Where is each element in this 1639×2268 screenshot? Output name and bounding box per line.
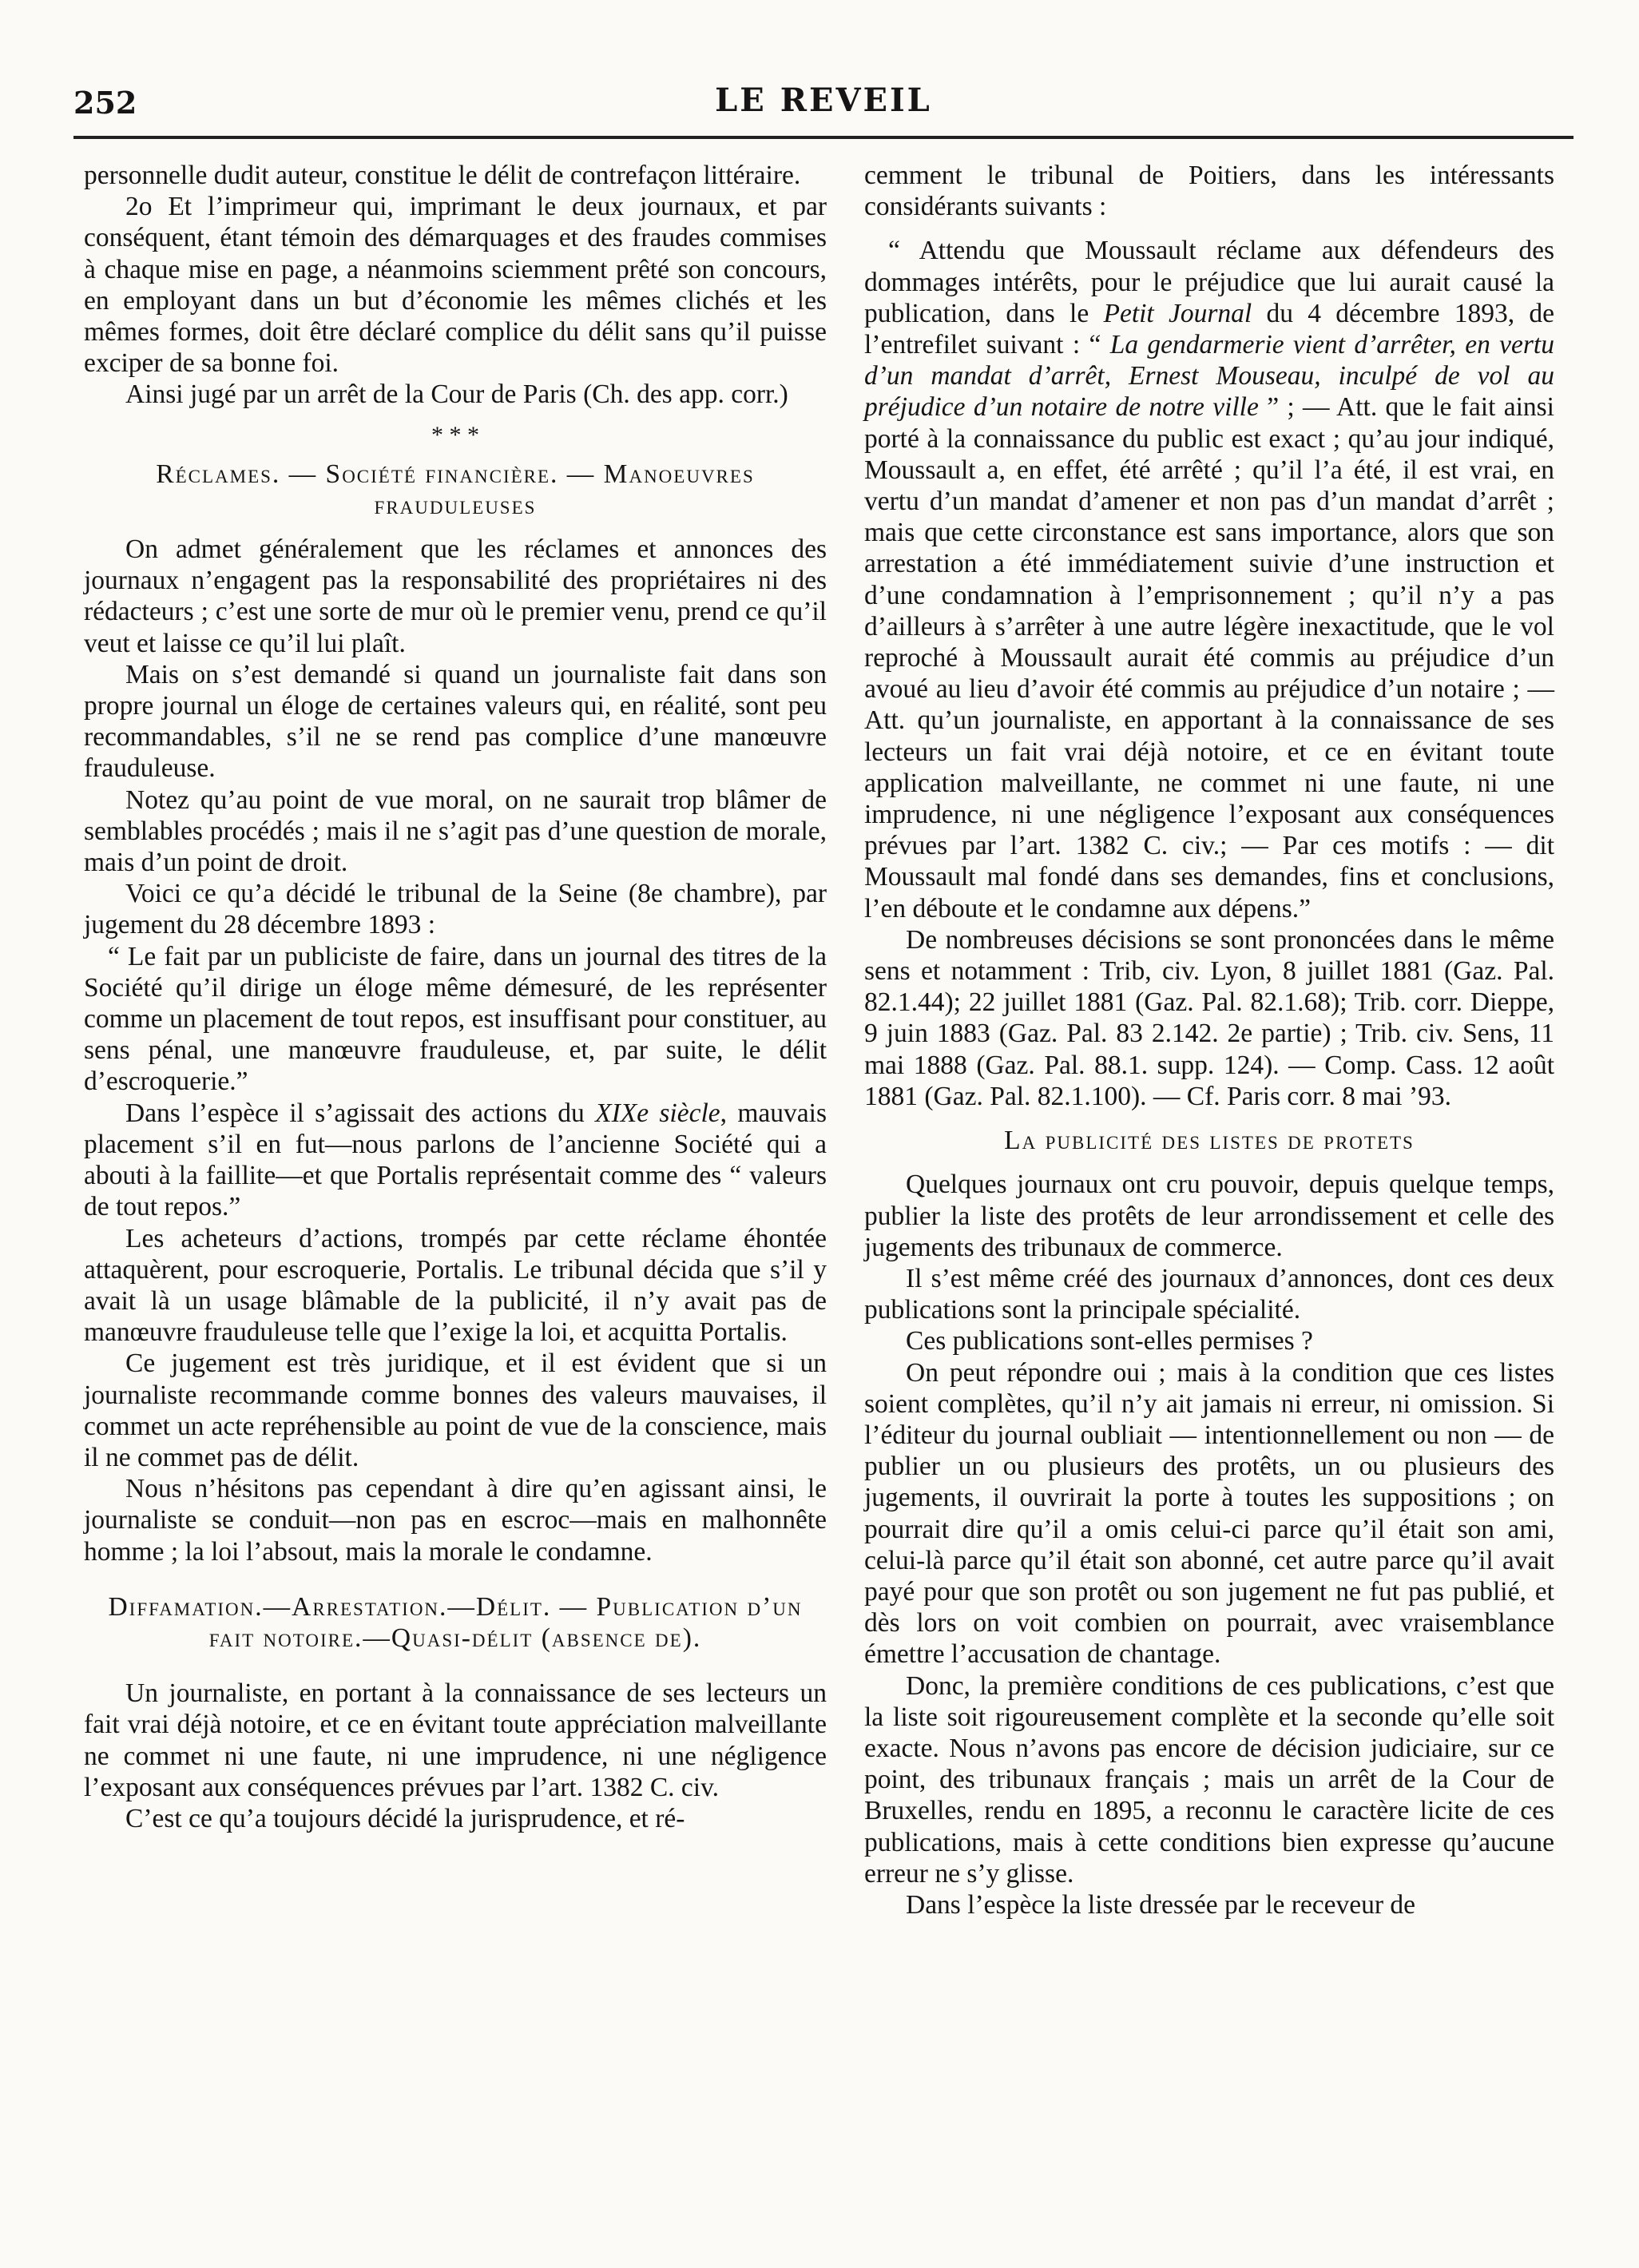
paragraph: Ainsi jugé par un arrêt de la Cour de Paris (Ch. des app. corr.) — [125, 379, 788, 410]
running-title: LE REVEIL — [715, 81, 932, 119]
page-header — [73, 80, 1574, 139]
paragraph: Mais on s’est demandé si quand un journaliste fait dans son propre journal un éloge de certaines valeurs qui, en réalité, sont peu recommandables, s’il ne se rend pas complice d’une manœuvre frauduleuse. — [84, 659, 827, 784]
paragraph: On admet généralement que les réclames et annonces des journaux n’engagent pas la responsabilité des propriétaires ni des rédacteurs ; c’est une sorte de mur où le premier venu, prend ce qu’il veut et laisse ce qu’il lui plaît. — [84, 534, 827, 658]
page-number: 252 — [73, 85, 137, 121]
italic-title: XIXe siècle — [595, 1098, 720, 1128]
paragraph: Un journaliste, en portant à la connaissance de ses lecteurs un fait vrai déjà notoire, et ce en évitant toute appréciation malveillante ne commet ni une faute, ni une imprudence, ni une négligence l’exposant aux conséquences prévues par l’art. 1382 C. civ. — [84, 1678, 827, 1802]
paragraph: Quelques journaux ont cru pouvoir, depuis quelque temps, publier la liste des protêts de leur arrondissement et celle des jugements des tribunaux de commerce. — [864, 1170, 1554, 1262]
paragraph: Notez qu’au point de vue moral, on ne saurait trop blâmer de semblables procédés ; mais il ne s’agit pas d’une question de morale, mais d’un point de droit. — [84, 784, 827, 878]
section-separator: * * * — [431, 421, 479, 448]
paragraph: Voici ce qu’a décidé le tribunal de la Seine (8e chambre), par jugement du 28 décembre 1893 : — [84, 879, 827, 940]
quotation: “ Attendu que Moussault réclame aux défendeurs des dommages intérêts, pour le préjudice que lui aurait causé la publication, dans le Petit Journal du 4 décembre 1893, de l’entrefilet suivant : “ La gendarmerie vient d’arrêter, en vertu d’un mandat d’arrêt, Ernest Mouseau, inculpé de vol au préjudice d’un notaire de notre ville ” ; — Att. que le fait ainsi porté à la connaissance du public est exact ; qu’au jour indiqué, Moussault a, en effet, été arrêté ; qu’il l’a été, il est vrai, en vertu d’un mandat d’amener et non pas d’un mandat d’arrêt ; mais que cette circonstance est sans importance, alors que son arrestation a été immédiatement suivie d’une instruction et d’une condamnation à l’emprisonnement ; qu’il n’y a pas d’ailleurs à s’arrêter à une autre légère inexactitude, que le vol reproché à Moussault aurait été commis au préjudice d’un avoué au lieu d’avoir été commis au préjudice d’un notaire ; — Att. qu’un journaliste, en apportant à la connaissance de ses lecteurs un fait vrai déjà notoire, et ce en évitant toute application malveillante, ne commet ni une faute, ni une imprudence, ni une négligence l’exposant aux conséquences prévues par l’art. 1382 C. civ.; — Par ces motifs : — dit Moussault mal fondé dans ses demandes, fins et conclusions, l’en déboute et le condamne aux dépens.” — [864, 236, 1555, 923]
section-heading: La publicité des listes de protets — [1004, 1126, 1415, 1156]
paragraph: Nous n’hésitons pas cependant à dire qu’en agissant ainsi, le journaliste se conduit—non pas en escroc—mais en malhonnête homme ; la loi l’absout, mais la morale le condamne. — [84, 1474, 827, 1567]
paragraph: cemment le tribunal de Poitiers, dans les intéressants considérants suivants : — [864, 161, 1554, 222]
paragraph: De nombreuses décisions se sont prononcées dans le même sens et notamment : Trib, civ. Lyon, 8 juillet 1881 (Gaz. Pal. 82.1.44); 22 juillet 1881 (Gaz. Pal. 82.1.68); Trib. corr. Dieppe, 9 juin 1883 (Gaz. Pal. 83 2.142. 2e partie) ; Trib. civ. Sens, 11 mai 1888 (Gaz. Pal. 88.1. supp. 124). — Comp. Cass. 12 août 1881 (Gaz. Pal. 82.1.100). — Cf. Paris corr. 8 mai ’93. — [864, 924, 1554, 1111]
quotation: “ Le fait par un publiciste de faire, dans un journal des titres de la Société qu’il dirige un éloge même démesuré, de les représenter comme un placement de tout repos, est insuffisant pour constituer, au sens pénal, une manœuvre frauduleuse, et, par suite, le délit d’escroquerie.” — [84, 941, 827, 1097]
paragraph: Dans l’espèce la liste dressée par le receveur de — [906, 1889, 1416, 1920]
paragraph: C’est ce qu’a toujours décidé la jurisprudence, et ré- — [125, 1803, 685, 1833]
paragraph: Ces publications sont-elles permises ? — [906, 1326, 1313, 1356]
left-column — [84, 160, 827, 1834]
paragraph: Il s’est même créé des journaux d’annonces, dont ces deux publications sont la principale spécialité. — [864, 1263, 1554, 1325]
paragraph: Ce jugement est très juridique, et il est évident que si un journaliste recommande comme bonnes des valeurs mauvaises, il commet un acte repréhensible au point de vue de la conscience, mais il ne commet pas de délit. — [84, 1348, 827, 1472]
paragraph: Dans l’espèce il s’agissait des actions du XIXe siècle, mauvais placement s’il en fut—nous parlons de l’ancienne Société qui a abouti à la faillite—et que Portalis représentait comme des “ valeurs de tout repos.” — [84, 1098, 827, 1222]
right-column — [864, 160, 1554, 1920]
paragraph: personnelle dudit auteur, constitue le délit de contrefaçon littéraire. — [84, 161, 801, 190]
paragraph: Donc, la première conditions de ces publications, c’est que la liste soit rigoureusement complète et la seconde qu’elle soit exacte. Nous n’avons pas encore de décision judiciaire, sur ce point, des tribunaux français ; mais un arrêt de la Cour de Bruxelles, rendu en 1895, a reconnu le caractère licite de ces publications, mais à cette conditions bien expresse qu’aucune erreur ne s’y glisse. — [864, 1670, 1554, 1889]
paragraph: On peut répondre oui ; mais à la condition que ces listes soient complètes, qu’il n’y ait jamais ni erreur, ni omission. Si l’éditeur du journal oubliait — intentionnellement ou non — de publier un ou plusieurs des protêts, un ou plusieurs des jugements, il ouvrirait la porte à toutes les suppositions ; on pourrait dire qu’il a omis celui-ci parce qu’il était son ami, celui-là parce qu’il était son abonné, cet autre parce qu’il avait payé pour que son protêt ou son jugement ne fut pas publié, et dès lors on voit combien on pourrait, avec vraisemblance émettre l’accusation de chantage. — [864, 1357, 1554, 1670]
paragraph: Les acheteurs d’actions, trompés par cette réclame éhontée attaquèrent, pour escroquerie, Portalis. Le tribunal décida que s’il y avait là un usage blâmable de la publicité, il n’y avait pas de manœuvre frauduleuse telle que l’exige la loi, et acquitta Portalis. — [84, 1223, 827, 1348]
section-heading: Diffamation.—Arrestation.—Délit. — Publication d’un fait notoire.—Quasi-délit (absence de). — [108, 1591, 803, 1653]
paragraph: 2o Et l’imprimeur qui, imprimant le deux journaux, et par conséquent, étant témoin des démarquages et des fraudes commises à chaque mise en page, a néanmoins sciemment prêté son concours, en employant dans un but d’économie les mêmes clichés et les mêmes formes, doit être déclaré complice du délit sans qu’il puisse exciper de sa bonne foi. — [84, 192, 827, 379]
section-heading: Réclames. — Société financière. — Manoeuvres frauduleuses — [156, 459, 755, 520]
